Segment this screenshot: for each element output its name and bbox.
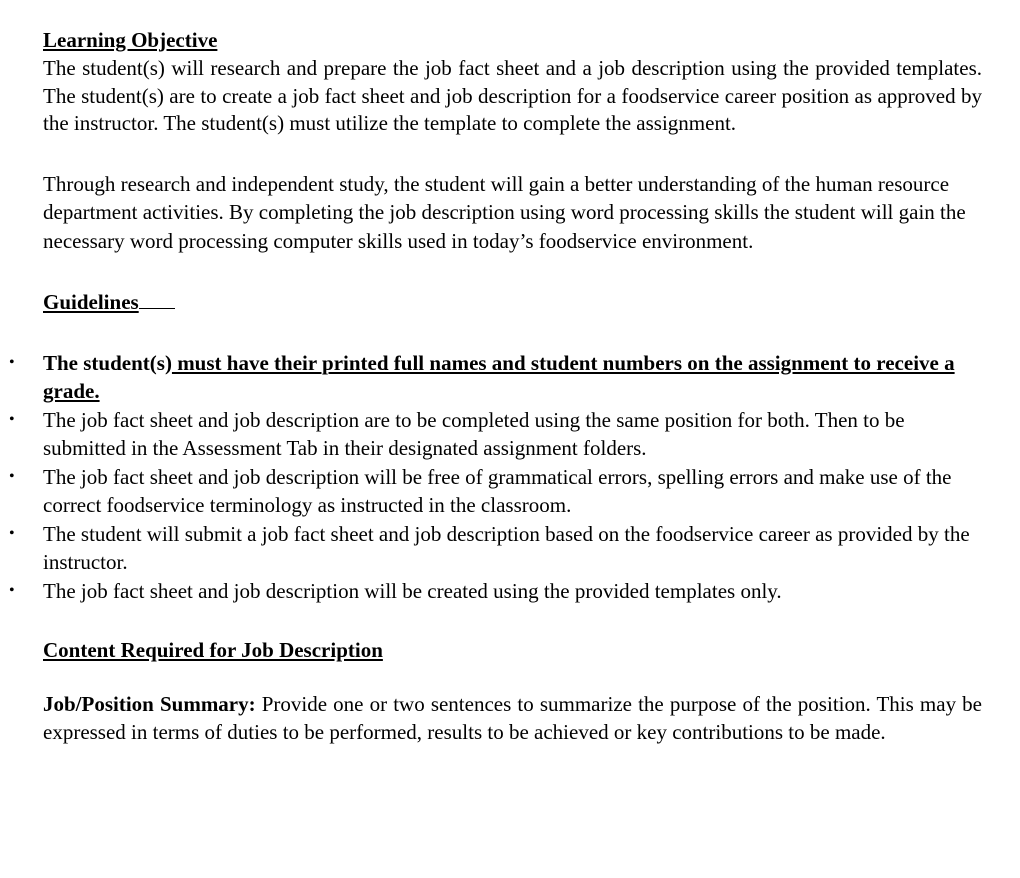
learning-objective-paragraph-1: The student(s) will research and prepare the job fact sheet and a job description using the provided templates. The student(s) are to create a job fact sheet and job description for a foodservice career position as approved by the instructor. The student(s) must utilize the template to complete the assignment.: [43, 56, 982, 135]
guidelines-heading: Guidelines: [43, 289, 139, 314]
guideline-item-4-text: The student will submit a job fact sheet and job description based on the foodservice career as provided by the instructor.: [43, 521, 970, 575]
document-page: [9, 27, 982, 746]
job-position-summary-label: Job/Position Summary:: [43, 692, 256, 717]
content-required-heading: Content Required for Job Description: [43, 638, 383, 663]
job-position-summary-paragraph: [43, 691, 982, 746]
guideline-item-2-text: The job fact sheet and job description are to be completed using the same position for both. Then to be submitted in the Assessment Tab in their designated assignment folders.: [43, 407, 905, 461]
learning-objective-heading: Learning Objective: [43, 28, 218, 52]
learning-objective-paragraph-2: Through research and independent study, the student will gain a better understanding of the human resource department activities. By completing the job description using word processing skills the student will gain the necessary word processing computer skills used in today’s foodservice environment.: [43, 171, 966, 254]
guideline-item-3-text: The job fact sheet and job description will be free of grammatical errors, spelling errors and make use of the correct foodservice terminology as instructed in the classroom.: [43, 464, 952, 518]
guidelines-heading-underline-trail: [139, 290, 175, 309]
learning-objective-section-header: [43, 27, 982, 55]
bullet-icon: •: [9, 353, 15, 371]
bullet-icon: •: [9, 467, 15, 485]
job-position-summary-text: Provide one or two sentences to summarize the purpose of the position. This may be expressed in terms of duties to be performed, results to be achieved or key contributions to be made.: [43, 692, 982, 744]
guidelines-list: [9, 349, 982, 606]
guideline-item-1: [9, 349, 982, 406]
guideline-item-3: [9, 463, 982, 520]
guideline-item-1-lead: The student(s): [43, 350, 172, 375]
guideline-item-1-text: must have their printed full names and student numbers on the assignment to receive a grade.: [43, 350, 955, 404]
guideline-item-5: [9, 577, 982, 606]
bullet-icon: •: [9, 524, 15, 542]
bullet-icon: •: [9, 410, 15, 428]
guideline-item-4: [9, 520, 982, 577]
guidelines-section-header: [43, 289, 982, 317]
content-required-section-header: [43, 637, 982, 665]
guideline-item-5-text: The job fact sheet and job description will be created using the provided templates only.: [43, 578, 782, 603]
guideline-item-2: [9, 406, 982, 463]
bullet-icon: •: [9, 581, 15, 599]
